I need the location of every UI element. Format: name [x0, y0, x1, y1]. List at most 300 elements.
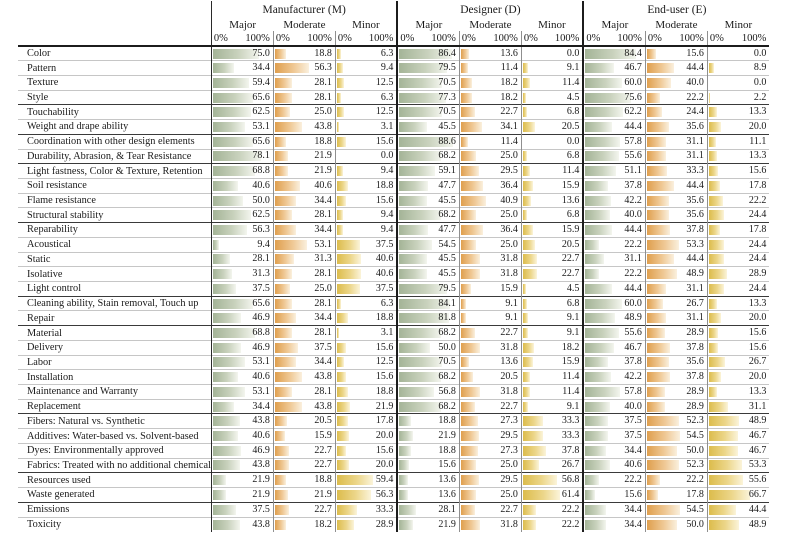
bar-cell [335, 355, 397, 370]
moderate-bar [275, 122, 302, 132]
moderate-bar [461, 446, 478, 456]
tick-100: 100% [368, 32, 394, 44]
major-bar [585, 328, 619, 338]
bar-value: 46.7 [624, 62, 642, 74]
moderate-bar [275, 93, 292, 103]
major-bar [585, 357, 608, 367]
bar-cell [583, 355, 645, 370]
bar-cell [211, 399, 273, 414]
bar-cell [273, 193, 335, 208]
bar-cell [645, 223, 707, 238]
major-bar [399, 166, 435, 176]
moderate-bar [275, 299, 292, 309]
bar-cell [459, 340, 521, 355]
bar-cell [273, 502, 335, 517]
bar-cell [521, 473, 583, 488]
bar-value: 48.9 [686, 268, 704, 280]
bar-cell [211, 282, 273, 297]
bar-value: 48.9 [748, 415, 767, 427]
moderate-bar [647, 431, 680, 441]
bar-cell [521, 370, 583, 385]
minor-bar [337, 446, 346, 456]
bar-cell [707, 149, 769, 164]
bar-value: 21.9 [438, 518, 456, 530]
major-bar [213, 210, 251, 220]
bar-value: 60.0 [624, 297, 642, 309]
bar-value: 31.1 [686, 135, 704, 147]
bar-value: 6.3 [380, 91, 394, 103]
bar-value: 37.5 [624, 415, 642, 427]
bar-value: 11.4 [500, 135, 518, 147]
bar-value: 13.3 [748, 106, 767, 118]
bar-value: 11.4 [562, 76, 580, 88]
bar-value: 47.7 [438, 179, 456, 191]
moderate-bar [647, 196, 669, 206]
bar-value: 24.4 [748, 209, 767, 221]
bar-cell [521, 502, 583, 517]
bar-cell [459, 458, 521, 473]
bar-value: 68.2 [438, 150, 456, 162]
moderate-bar [461, 107, 475, 117]
bar-cell [273, 134, 335, 149]
bar-value: 50.0 [438, 341, 456, 353]
moderate-bar [461, 93, 472, 103]
table-row [18, 90, 769, 105]
row-label: Texture [18, 75, 211, 90]
major-bar [585, 416, 608, 426]
major-bar [585, 122, 612, 132]
moderate-bar [647, 240, 680, 250]
moderate-bar [647, 78, 671, 88]
minor-bar [337, 93, 341, 103]
minor-bar [709, 490, 750, 500]
minor-bar [709, 387, 717, 397]
corner-spacer [18, 31, 211, 46]
table-row [18, 326, 769, 341]
bar-value: 0.0 [566, 47, 580, 59]
bar-cell [521, 443, 583, 458]
minor-bar [709, 357, 725, 367]
bar-cell [521, 193, 583, 208]
bar-value: 15.9 [561, 179, 580, 191]
bar-cell [707, 164, 769, 179]
minor-bar [709, 137, 716, 147]
minor-bar [337, 225, 343, 235]
bar-value: 47.7 [438, 223, 456, 235]
bar-cell [397, 90, 459, 105]
minor-bar [337, 328, 339, 338]
bar-cell [459, 61, 521, 76]
row-label: Structural stability [18, 208, 211, 223]
bar-value: 22.2 [624, 474, 642, 486]
bar-cell [521, 399, 583, 414]
bar-cell [521, 90, 583, 105]
bar-value: 55.6 [748, 474, 767, 486]
moderate-bar [647, 357, 669, 367]
bar-value: 28.1 [314, 91, 332, 103]
minor-bar [523, 490, 560, 500]
bar-value: 37.5 [314, 341, 332, 353]
minor-bar [523, 78, 530, 88]
major-bar [585, 269, 598, 279]
bar-value: 28.9 [748, 268, 767, 280]
bar-cell [583, 370, 645, 385]
moderate-bar [461, 284, 471, 294]
bar-cell [583, 473, 645, 488]
bar-value: 48.9 [748, 518, 767, 530]
subcolumn-title: Minor [538, 18, 566, 31]
minor-bar [337, 107, 345, 117]
bar-cell [459, 282, 521, 297]
bar-value: 18.8 [314, 474, 332, 486]
row-label: Pattern [18, 61, 211, 76]
bar-value: 48.9 [624, 312, 642, 324]
bar-cell [273, 178, 335, 193]
bar-cell [397, 458, 459, 473]
minor-bar [337, 78, 345, 88]
bar-cell [707, 311, 769, 326]
subcolumn-title: Minor [724, 18, 753, 31]
minor-bar [709, 181, 720, 191]
bar-cell [335, 164, 397, 179]
bar-value: 50.0 [686, 444, 704, 456]
bar-value: 46.7 [748, 444, 767, 456]
minor-bar [337, 490, 371, 500]
major-bar [585, 181, 608, 191]
bar-value: 62.2 [624, 106, 642, 118]
bar-value: 68.8 [252, 165, 270, 177]
bar-cell [211, 237, 273, 252]
bar-value: 18.8 [438, 415, 456, 427]
minor-bar [337, 372, 346, 382]
bar-cell [397, 193, 459, 208]
bar-value: 9.1 [505, 297, 518, 309]
tick-100: 100% [431, 32, 456, 44]
bar-value: 56.8 [438, 385, 456, 397]
moderate-bar [275, 254, 294, 264]
bar-value: 25.0 [314, 106, 332, 118]
axis-ticks [336, 33, 397, 44]
bar-value: 25.0 [500, 150, 518, 162]
bar-value: 46.7 [748, 430, 767, 442]
minor-bar [337, 137, 346, 147]
bar-cell [335, 326, 397, 341]
moderate-bar [461, 254, 480, 264]
bar-cell [211, 105, 273, 120]
bar-cell [459, 488, 521, 503]
bar-cell [397, 75, 459, 90]
major-bar [585, 431, 608, 441]
major-bar [585, 402, 609, 412]
bar-value: 34.4 [252, 62, 270, 74]
bar-cell [335, 340, 397, 355]
moderate-bar [275, 431, 285, 441]
minor-bar [523, 446, 546, 456]
major-bar [585, 210, 609, 220]
row-label: Light fastness, Color & Texture, Retention [18, 164, 211, 179]
moderate-bar [275, 460, 289, 470]
bar-cell [211, 46, 273, 61]
major-bar [585, 520, 606, 530]
major-bar [399, 225, 428, 235]
bar-value: 31.1 [686, 282, 704, 294]
minor-bar [523, 299, 527, 309]
bar-value: 45.5 [438, 120, 456, 132]
bar-value: 13.6 [500, 47, 518, 59]
major-bar [213, 520, 240, 530]
bar-cell [459, 223, 521, 238]
moderate-bar [647, 475, 661, 485]
bar-cell [211, 311, 273, 326]
major-bar [399, 460, 408, 470]
bar-cell [521, 414, 583, 429]
moderate-bar [647, 520, 678, 530]
bar-cell [583, 252, 645, 267]
moderate-bar [461, 402, 475, 412]
bar-value: 25.0 [500, 459, 518, 471]
tick-0: 0% [461, 32, 476, 44]
major-bar [399, 328, 440, 338]
table-row [18, 223, 769, 238]
moderate-bar [461, 357, 469, 367]
bar-cell [335, 149, 397, 164]
bar-cell [521, 252, 583, 267]
row-label: Coordination with other design elements [18, 134, 211, 149]
bar-value: 22.2 [561, 518, 580, 530]
bar-cell [707, 134, 769, 149]
bar-cell [645, 488, 707, 503]
bar-cell [273, 414, 335, 429]
bar-cell [459, 311, 521, 326]
moderate-bar [647, 343, 670, 353]
bar-value: 24.4 [748, 253, 767, 265]
minor-bar [709, 475, 743, 485]
major-bar [399, 181, 428, 191]
bar-cell [273, 252, 335, 267]
moderate-bar [275, 49, 286, 59]
bar-cell [273, 223, 335, 238]
row-label: Durability, Abrasion, & Tear Resistance [18, 149, 211, 164]
bar-cell [211, 340, 273, 355]
bar-value: 56.3 [252, 223, 270, 235]
bar-cell [707, 517, 769, 532]
bar-cell [397, 399, 459, 414]
bar-value: 62.5 [252, 106, 270, 118]
tick-100: 100% [554, 32, 580, 44]
bar-value: 25.0 [500, 488, 518, 500]
bar-value: 54.5 [438, 238, 456, 250]
bar-cell [273, 282, 335, 297]
axis-ticks [646, 33, 707, 44]
major-bar [585, 196, 611, 206]
bar-value: 75.6 [624, 91, 642, 103]
moderate-bar [275, 196, 296, 206]
major-bar [213, 181, 238, 191]
bar-cell [211, 75, 273, 90]
moderate-bar [461, 63, 468, 73]
bar-cell [583, 120, 645, 135]
bar-cell [707, 502, 769, 517]
bar-cell [583, 296, 645, 311]
tick-0: 0% [213, 32, 228, 44]
bar-value: 12.5 [375, 76, 394, 88]
bar-value: 15.6 [375, 444, 394, 456]
bar-value: 18.2 [500, 76, 518, 88]
major-bar [213, 446, 242, 456]
table-row [18, 340, 769, 355]
minor-bar [709, 254, 724, 264]
bar-value: 52.3 [686, 415, 704, 427]
bar-value: 37.8 [686, 371, 704, 383]
bar-cell [707, 355, 769, 370]
bar-cell [707, 429, 769, 444]
bar-cell [645, 90, 707, 105]
bar-cell [335, 385, 397, 400]
bar-cell [459, 134, 521, 149]
bar-cell [645, 311, 707, 326]
minor-bar [523, 460, 539, 470]
bar-value: 26.7 [561, 459, 580, 471]
minor-bar [337, 299, 341, 309]
bar-cell [273, 296, 335, 311]
bar-value: 53.3 [748, 459, 767, 471]
bar-cell [335, 90, 397, 105]
bar-value: 53.1 [314, 238, 332, 250]
bar-value: 81.8 [438, 312, 456, 324]
bar-value: 28.9 [686, 385, 704, 397]
bar-cell [707, 61, 769, 76]
bar-cell [335, 311, 397, 326]
bar-value: 50.0 [686, 518, 704, 530]
bar-value: 79.5 [438, 282, 456, 294]
bar-cell [273, 473, 335, 488]
bar-value: 40.6 [252, 430, 270, 442]
subcolumn-title: Minor [352, 18, 380, 31]
bar-cell [521, 385, 583, 400]
axis-tick-cell [335, 31, 397, 46]
major-bar [213, 166, 255, 176]
bar-value: 33.3 [561, 415, 580, 427]
moderate-bar [647, 151, 666, 161]
bar-value: 6.8 [566, 297, 580, 309]
bar-value: 28.1 [314, 76, 332, 88]
bar-value: 65.6 [252, 135, 270, 147]
bar-value: 9.1 [566, 400, 580, 412]
table-row [18, 502, 769, 517]
moderate-bar [647, 166, 667, 176]
table-header [18, 1, 769, 46]
bar-value: 40.6 [252, 371, 270, 383]
group-title: Designer (D) [397, 1, 583, 18]
bar-value: 53.1 [252, 120, 270, 132]
bar-cell [521, 149, 583, 164]
table-row [18, 120, 769, 135]
bar-cell [645, 252, 707, 267]
bar-value: 9.1 [566, 62, 580, 74]
bar-cell [521, 134, 583, 149]
bar-value: 17.8 [748, 179, 767, 191]
row-label: Style [18, 90, 211, 105]
bar-cell [521, 429, 583, 444]
moderate-bar [461, 78, 472, 88]
table-row [18, 252, 769, 267]
bar-cell [645, 517, 707, 532]
bar-cell [583, 458, 645, 473]
row-label: Resources used [18, 473, 211, 488]
bar-cell [645, 178, 707, 193]
minor-bar [337, 520, 354, 530]
table-row [18, 473, 769, 488]
bar-value: 9.4 [380, 209, 394, 221]
table-row [18, 237, 769, 252]
bar-value: 3.1 [380, 120, 394, 132]
bar-cell [707, 443, 769, 458]
bar-cell [521, 75, 583, 90]
row-label: Material [18, 326, 211, 341]
bar-cell [335, 46, 397, 61]
moderate-bar [647, 63, 674, 73]
bar-value: 51.1 [624, 165, 642, 177]
moderate-bar [647, 490, 658, 500]
minor-bar [337, 166, 343, 176]
minor-bar [523, 254, 537, 264]
moderate-bar [461, 151, 476, 161]
bar-value: 21.9 [314, 488, 332, 500]
minor-bar [523, 122, 535, 132]
bar-cell [211, 90, 273, 105]
bar-cell [397, 178, 459, 193]
bar-value: 11.4 [500, 62, 518, 74]
bar-value: 15.6 [624, 488, 642, 500]
minor-bar [523, 107, 527, 117]
bar-cell [521, 61, 583, 76]
bar-value: 59.4 [375, 474, 394, 486]
minor-bar [709, 122, 721, 132]
bar-value: 20.5 [561, 238, 580, 250]
moderate-bar [275, 107, 290, 117]
moderate-bar [275, 313, 296, 323]
axis-ticks [584, 33, 645, 44]
bar-cell [645, 282, 707, 297]
bar-cell [707, 46, 769, 61]
bar-value: 44.4 [686, 253, 704, 265]
major-bar [585, 446, 606, 456]
bar-value: 28.1 [314, 268, 332, 280]
moderate-bar [275, 372, 302, 382]
bar-cell [707, 223, 769, 238]
tick-0: 0% [523, 32, 538, 44]
major-bar [585, 387, 620, 397]
bar-cell [645, 429, 707, 444]
bar-cell [397, 385, 459, 400]
bar-value: 18.8 [375, 385, 394, 397]
bar-value: 28.9 [686, 400, 704, 412]
bar-value: 34.4 [314, 312, 332, 324]
major-bar [585, 490, 594, 500]
major-bar [585, 460, 610, 470]
bar-value: 21.9 [375, 400, 394, 412]
bar-cell [397, 355, 459, 370]
moderate-bar [461, 225, 483, 235]
bar-value: 40.0 [624, 400, 642, 412]
moderate-bar [275, 402, 302, 412]
bar-cell [273, 385, 335, 400]
bar-cell [459, 193, 521, 208]
bar-cell [459, 385, 521, 400]
minor-bar [523, 431, 543, 441]
bar-cell [645, 61, 707, 76]
moderate-bar [647, 225, 670, 235]
